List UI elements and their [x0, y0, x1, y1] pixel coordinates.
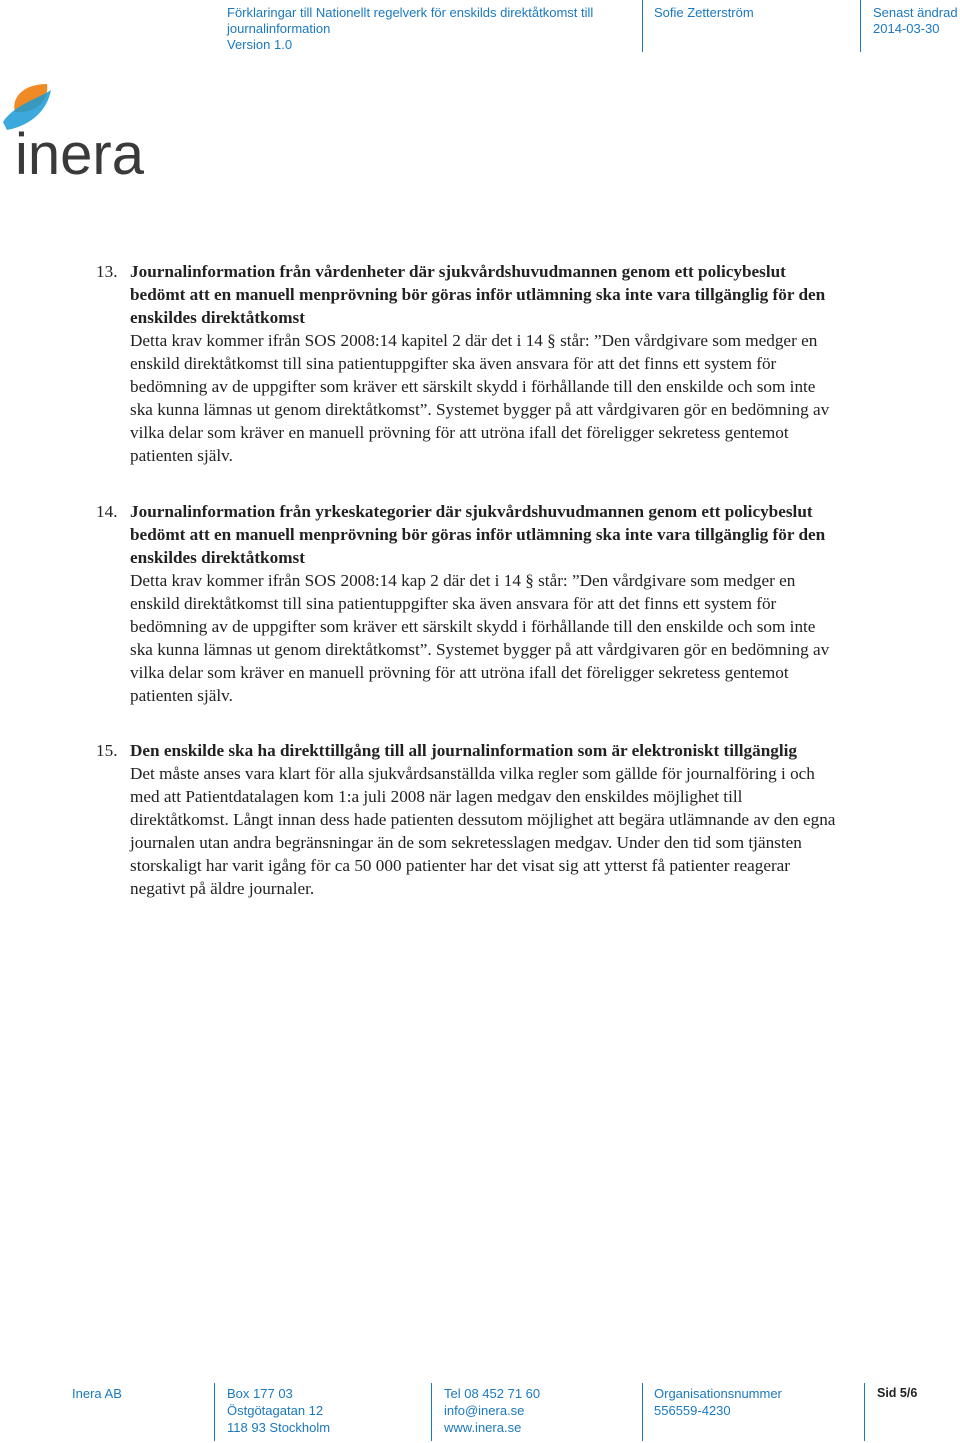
- footer-divider: [431, 1383, 432, 1441]
- header-date-block: [873, 5, 958, 57]
- section-text: Detta krav kommer ifrån SOS 2008:14 kapitel 2 där det i 14 § står: ”Den vårdgivare som medger en enskild direktåtkomst till sina patientuppgifter ska även ansvara för att det finns ett system för bedömning av de uppgifter som kräver ett särskilt skydd i förhållande till den enskilde och som inte ska kunna lämnas ut genom direktåtkomst”. Systemet bygger på att vårdgivaren gör en bedömning av vilka delar som kräver en manuell prövning för att utröna ifall det föreligger sekretess gentemot patienten själv.: [130, 331, 830, 465]
- footer-org-number: 556559-4230: [654, 1403, 731, 1418]
- header-title-line2: journalinformation: [227, 21, 331, 36]
- section-title: Den enskilde ska ha direkttillgång till all journalinformation som är elektroniskt tillgänglig: [130, 741, 798, 760]
- section-text: Detta krav kommer ifrån SOS 2008:14 kap 2 där det i 14 § står: ”Den vårdgivare som medger en enskild direktåtkomst till sina patientuppgifter ska även ansvara för att det finns ett system för bedömning av de uppgifter som kräver ett särskilt skydd i förhållande till den enskilde och som inte ska kunna lämnas ut genom direktåtkomst”. Systemet bygger på att vårdgivaren gör en bedömning av vilka delar som kräver en manuell prövning för att utröna ifall det föreligger sekretess gentemot patienten själv.: [130, 571, 830, 705]
- footer-website-link[interactable]: www.inera.se: [444, 1420, 522, 1435]
- requirement-section: [96, 500, 836, 707]
- section-text: Det måste anses vara klart för alla sjukvårdsanställda vilka regler som gällde för journalföring i och med att Patientdatalagen kom 1:a juli 2008 när lagen medgav den enskildes möjlighet till direktåtkomst. Långt innan dess hade patienten dessutom möjlighet att begära utlämnande av den egna journalen utan andra begränsningar än de som sekretesslagen medgav. Under den tid som tjänsten storskaligt har varit igång för ca 50 000 patienter har det visat sig att ytterst få patienter reagerar negativt på äldre journaler.: [130, 764, 836, 898]
- section-title: Journalinformation från vårdenheter där sjukvårdshuvudmannen genom ett policybeslut bedömt att en manuell menprövning bör göras inför utlämning ska inte vara tillgänglig för den enskildes direktåtkomst: [130, 262, 826, 327]
- section-number: 13.: [96, 262, 118, 281]
- footer-address-line: Box 177 03: [227, 1386, 293, 1401]
- header-divider: [642, 0, 643, 52]
- footer-divider: [864, 1383, 865, 1441]
- header-title-line1: Förklaringar till Nationellt regelverk för enskilds direktåtkomst till: [227, 5, 594, 20]
- footer-contact: [444, 1385, 540, 1436]
- section-number: 15.: [96, 741, 118, 760]
- footer-address-line: 118 93 Stockholm: [227, 1420, 331, 1435]
- footer-divider: [642, 1383, 643, 1441]
- header-version: Version 1.0: [227, 37, 293, 52]
- header-changed-date: 2014-03-30: [873, 21, 940, 36]
- footer-company-name: Inera AB: [72, 1386, 122, 1401]
- footer-page-number: [877, 1385, 917, 1402]
- footer-address-line: Östgötagatan 12: [227, 1403, 324, 1418]
- header-author: Sofie Zetterström: [654, 5, 754, 20]
- header-document-title: [227, 5, 627, 57]
- inera-logo: [3, 80, 163, 180]
- section-title: Journalinformation från yrkeskategorier där sjukvårdshuvudmannen genom ett policybeslut bedömt att en manuell menprövning bör göras inför utlämning ska inte vara tillgänglig för den enskildes direktåtkomst: [130, 502, 826, 567]
- section-number: 14.: [96, 502, 118, 521]
- footer-address: [227, 1385, 330, 1436]
- footer-email-link[interactable]: info@inera.se: [444, 1403, 525, 1418]
- footer-org: [654, 1385, 782, 1419]
- header-changed-label: Senast ändrad: [873, 5, 958, 20]
- logo-text: inera: [15, 122, 144, 180]
- footer-divider: [214, 1383, 215, 1441]
- header-divider: [860, 0, 861, 52]
- footer-org-label: Organisationsnummer: [654, 1386, 782, 1401]
- page-number: Sid 5/6: [877, 1386, 918, 1400]
- requirement-section: [96, 260, 836, 467]
- footer-company: [72, 1385, 122, 1402]
- header-author-block: [654, 5, 834, 57]
- requirement-section: [96, 739, 836, 900]
- footer-phone: Tel 08 452 71 60: [444, 1386, 541, 1401]
